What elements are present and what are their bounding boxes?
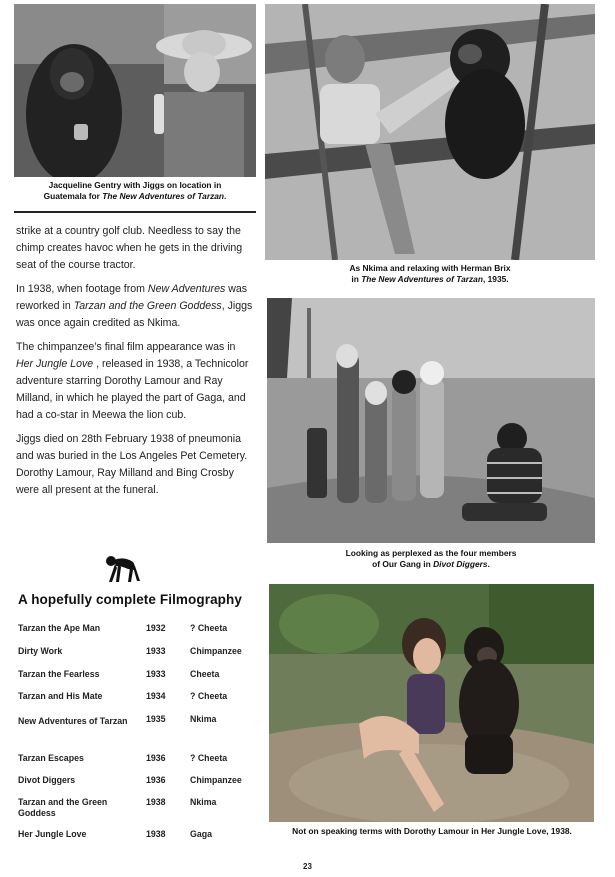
caption-line [267,559,595,570]
page-number: 23 [303,862,312,871]
caption-bottom-right: Not on speaking terms with Dorothy Lamour in Her Jungle Love, 1938. [292,826,572,836]
film-role: Cheeta [190,669,220,679]
film-title: Tarzan and the Green Goddess [18,797,108,818]
caption-line: Jacqueline Gentry with Jiggs on location in [48,180,222,190]
film-year: 1933 [146,669,166,679]
film-title: New Adventures of Tarzan [18,716,128,726]
film-title: Divot Diggers [18,775,76,785]
chimp-silhouette-icon [104,552,140,584]
film-title: Tarzan and His Mate [18,691,103,701]
film-role: ? Cheeta [190,623,228,633]
caption-text: . [487,559,490,569]
caption-middle-right [267,548,595,570]
article-paragraph: In 1938, when footage from New Adventures was reworked in Tarzan and the Green Goddess, Jiggs was once again credited as Nkima. [16,283,253,329]
caption-film-title: Divot Diggers [433,559,488,569]
film-role: Nkima [190,714,217,724]
caption-line: Looking as perplexed as the four members [345,548,517,558]
caption-line [14,191,256,202]
film-year: 1933 [146,646,166,656]
caption-text: . [224,191,227,201]
film-title: Her Jungle Love [18,829,87,839]
photo-nkima-herman-brix [265,4,595,260]
caption-text: , 1935. [482,274,509,284]
caption-text: in [351,274,362,284]
article-paragraph: Jiggs died on 28th February 1938 of pneumonia and was buried in the Los Angeles Pet Cemetery. Dorothy Lamour, Ray Milland and Bing Crosby were all present at the funeral. [16,433,248,496]
film-year: 1932 [146,623,166,633]
photo-dorothy-lamour-her-jungle-love [269,584,594,822]
film-title: Tarzan Escapes [18,753,84,763]
film-year: 1938 [146,797,166,807]
caption-line: As Nkima and relaxing with Herman Brix [349,263,511,273]
article-body [16,223,254,499]
caption-line [265,274,595,285]
film-year: 1936 [146,753,166,763]
film-year: 1935 [146,714,166,724]
photo-jacqueline-gentry-jiggs [14,4,256,177]
caption-film-title: The New Adventures of Tarzan [361,274,483,284]
caption-film-title: The New Adventures of Tarzan [102,191,225,201]
photo-our-gang-divot-diggers [267,298,595,543]
film-role: Nkima [190,797,217,807]
film-role: Chimpanzee [190,775,242,785]
film-title: Tarzan the Fearless [18,669,100,679]
film-title: Tarzan the Ape Man [18,623,101,633]
caption-top-left [14,180,256,202]
film-role: ? Cheeta [190,691,228,701]
caption-top-right [265,263,595,285]
article-paragraph: The chimpanzee’s final film appearance was in Her Jungle Love , released in 1938, a Technicolor adventure starring Dorothy Lamour and Ray Milland, in which he played the part of Gaga, and had a co-star in Meewa the lion cub. [16,341,249,421]
film-role: Chimpanzee [190,646,242,656]
film-year: 1934 [146,691,166,701]
film-year: 1936 [146,775,166,785]
film-title: Dirty Work [18,646,63,656]
caption-text: Guatemala for [43,191,103,201]
film-year: 1938 [146,829,166,839]
caption-text: of Our Gang in [372,559,434,569]
film-role: ? Cheeta [190,753,228,763]
section-divider-rule [14,211,256,213]
film-role: Gaga [190,829,213,839]
filmography-title: A hopefully complete Filmography [18,592,242,607]
article-paragraph: strike at a country golf club. Needless to say the chimp creates havoc when he gets in the driving seat of the course tractor. [16,225,243,271]
